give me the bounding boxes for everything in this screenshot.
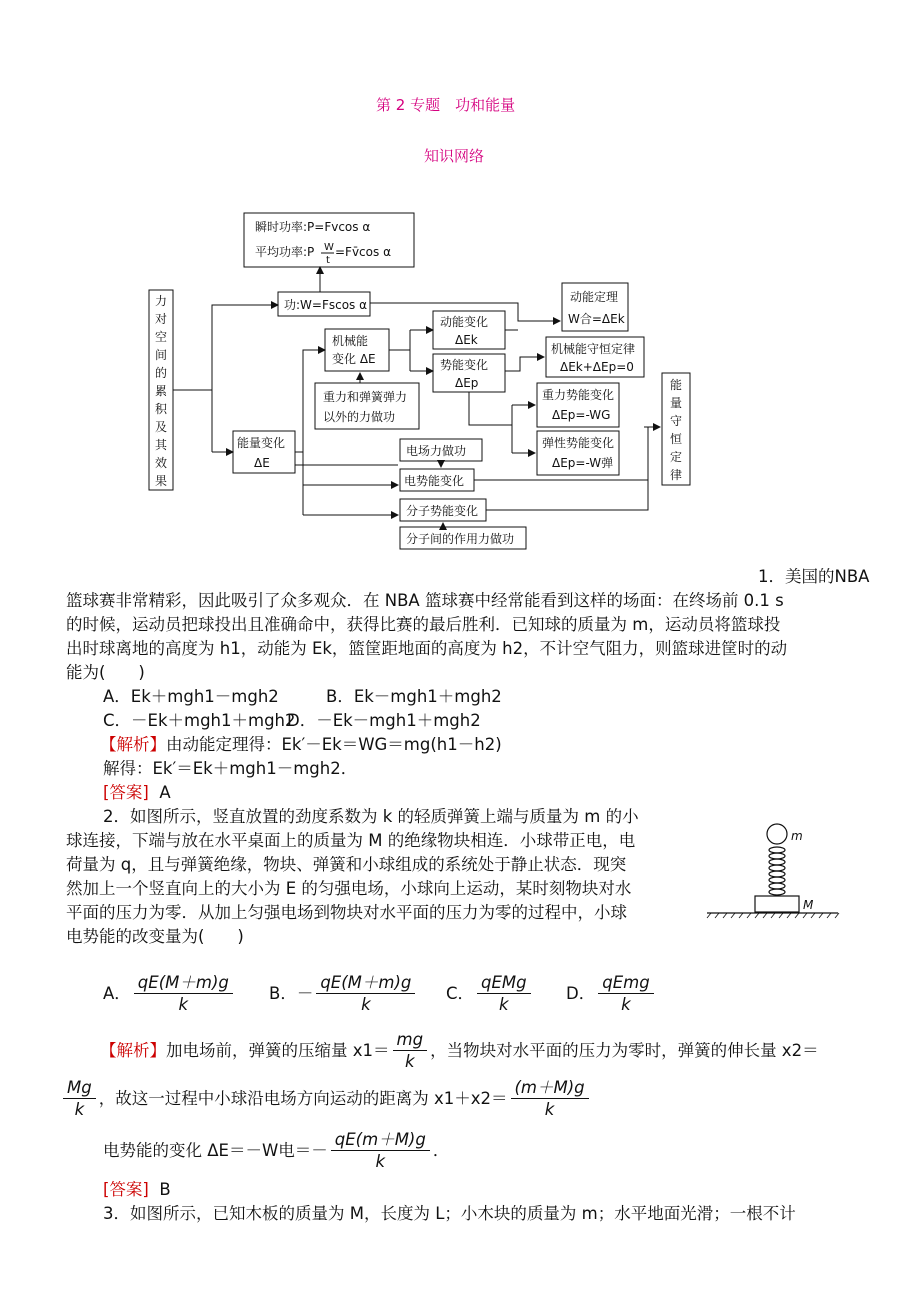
- avg-power-p: P: [307, 245, 315, 259]
- conservation-char: 守: [669, 414, 683, 428]
- q2-text-line: 2．如图所示，竖直放置的劲度系数为 k 的轻质弹簧上端与质量为 m 的小: [103, 807, 639, 826]
- q3-text-line: 3．如图所示，已知木板的质量为 M，长度为 L；小木块的质量为 m；水平地面光滑；一根不计: [103, 1204, 796, 1223]
- avg-power-prefix: 平均功率:: [255, 245, 308, 259]
- root-char: 效: [154, 456, 168, 470]
- analysis-text: 由动能定理得：Ek′－Ek＝WG＝mg(h1－h2): [166, 735, 502, 754]
- root-char: 积: [154, 402, 168, 416]
- other-force-label-2: 以外的力做功: [323, 410, 396, 424]
- conservation-char: 恒: [669, 432, 683, 446]
- q1-option-a: A．Ek＋mgh1－mgh2: [103, 687, 279, 706]
- q1-analysis: [100, 733, 502, 756]
- q1-text-line: 的时候，运动员把球投出且准确命中，获得比赛的最后胜利．已知球的质量为 m，运动员将篮球投: [66, 615, 781, 634]
- potential-change-label: 势能变化: [440, 358, 489, 372]
- q2-analysis-3: 电势能的变化 ΔE＝－W电＝－ $\frac{qE(m+M)g}{k}$ ．: [103, 1130, 450, 1171]
- q2-text-line: 球连接，下端与放在水平桌面上的质量为 M 的绝缘物块相连．小球带正电，电: [66, 831, 636, 850]
- electric-pe-label: 电势能变化: [404, 474, 465, 488]
- kinetic-theorem-label: 动能定理: [570, 290, 619, 304]
- conservation-char: 律: [669, 468, 683, 482]
- kinetic-change-sym: ΔEk: [455, 333, 478, 347]
- work-label: 功:W=Fscos α: [284, 298, 368, 312]
- avg-power-w: W: [324, 242, 334, 253]
- kinetic-change-label: 动能变化: [440, 315, 489, 329]
- elastic-pe-eq: ΔEp=-W弹: [552, 456, 614, 470]
- q2-text-line: 平面的压力为零．从加上匀强电场到物块对水平面的压力为零的过程中，小球: [66, 903, 627, 922]
- knowledge-network-diagram: [140, 205, 700, 555]
- conservation-char: 定: [669, 450, 683, 464]
- field-work-label: 电场力做功: [406, 444, 467, 458]
- answer-tag: [答案]: [103, 783, 149, 802]
- avg-power-t: t: [326, 255, 330, 266]
- root-char: 累: [154, 384, 168, 398]
- kinetic-theorem-eq: W合=ΔEk: [568, 312, 625, 326]
- q1-option-d: D．－Ek－mgh1＋mgh2: [287, 711, 481, 730]
- analysis-tag: 【解析】: [100, 735, 166, 754]
- q1-option-b: B．Ek－mgh1＋mgh2: [326, 687, 502, 706]
- q2-option-a: A． $\frac{qE(M+m)g}{k}$: [103, 973, 236, 1016]
- q1-lead: 1．美国的NBA: [758, 567, 870, 586]
- q1-text-line: 能为( ): [66, 663, 145, 682]
- q1-answer: [103, 781, 171, 804]
- root-char: 空: [154, 330, 168, 344]
- q2-text-line: 荷量为 q，且与弹簧绝缘，物块、弹簧和小球组成的系统处于静止状态．现突: [66, 855, 627, 874]
- avg-power-suffix: =Fv̄cos α: [335, 245, 391, 259]
- instant-power-label: 瞬时功率:P=Fvcos α: [255, 220, 371, 234]
- mech-conservation-eq: ΔEk+ΔEp=0: [560, 360, 634, 374]
- potential-change-sym: ΔEp: [455, 376, 479, 390]
- mech-change-label: 机械能: [332, 334, 369, 348]
- q2-answer: [答案] B: [103, 1180, 171, 1199]
- root-char: 对: [154, 312, 168, 326]
- root-char: 的: [154, 366, 168, 380]
- q1-solve: 解得：Ek′＝Ek＋mgh1－mgh2．: [103, 759, 358, 778]
- gravity-pe-eq: ΔEp=-WG: [552, 408, 611, 422]
- q2-text-line: 然加上一个竖直向上的大小为 E 的匀强电场，小球向上运动，某时刻物块对水: [66, 879, 632, 898]
- q2-analysis-1: 【解析】加电场前，弹簧的压缩量 x1＝ $\frac{mg}{k}$ ，当物块对水平面的压力为零时，弹簧的伸长量 x2＝: [100, 1030, 819, 1071]
- page-title: 第 2 专题 功和能量: [376, 96, 516, 114]
- molecular-work-label: 分子间的作用力做功: [406, 532, 515, 546]
- q1-text-line: 篮球赛非常精彩，因此吸引了众多观众．在 NBA 篮球赛中经常能看到这样的场面：在终场前 0.1 s: [66, 591, 784, 610]
- q2-option-c: C． $\frac{\text{qEMg}}{k}$: [446, 973, 534, 1016]
- answer-value: A: [159, 783, 171, 802]
- elastic-pe-label: 弹性势能变化: [542, 436, 615, 450]
- mech-conservation-label: 机械能守恒定律: [551, 342, 636, 356]
- q2-analysis-2: $\frac{Mg}{k}$ ，故这一过程中小球沿电场方向运动的距离为 x1＋x2＝ $\frac{(m+M)g}{k}$: [60, 1078, 592, 1121]
- q1-option-c: C．－Ek＋mgh1＋mgh2: [103, 711, 296, 730]
- mech-change-label-2: 变化 ΔE: [332, 352, 376, 366]
- energy-change-sym: ΔE: [254, 456, 270, 470]
- other-force-label: 重力和弹簧弹力: [323, 390, 408, 404]
- q1-text-line: 出时球离地的高度为 h1，动能为 Ek，篮筐距地面的高度为 h2，不计空气阻力，则篮球进筐时的动: [66, 639, 788, 658]
- spring-figure: [705, 818, 840, 926]
- conservation-char: 量: [669, 396, 683, 410]
- energy-change-label: 能量变化: [237, 436, 286, 450]
- q2-option-b: B．－ $\frac{qE(M+m)g}{k}$: [269, 973, 418, 1016]
- q2-option-d: D． $\frac{\text{qEmg}}{k}$: [566, 973, 657, 1016]
- section-subtitle: 知识网络: [424, 147, 485, 165]
- q2-text-line: 电势能的改变量为( ): [66, 927, 244, 946]
- root-char: 其: [154, 438, 168, 452]
- root-char: 果: [154, 474, 168, 488]
- root-char: 间: [154, 348, 168, 362]
- gravity-pe-label: 重力势能变化: [542, 388, 615, 402]
- root-char: 力: [154, 294, 168, 308]
- ball-label: m: [791, 829, 803, 843]
- molecular-pe-label: 分子势能变化: [406, 504, 479, 518]
- root-char: 及: [154, 420, 168, 434]
- conservation-char: 能: [669, 378, 683, 392]
- block-label: M: [803, 898, 814, 912]
